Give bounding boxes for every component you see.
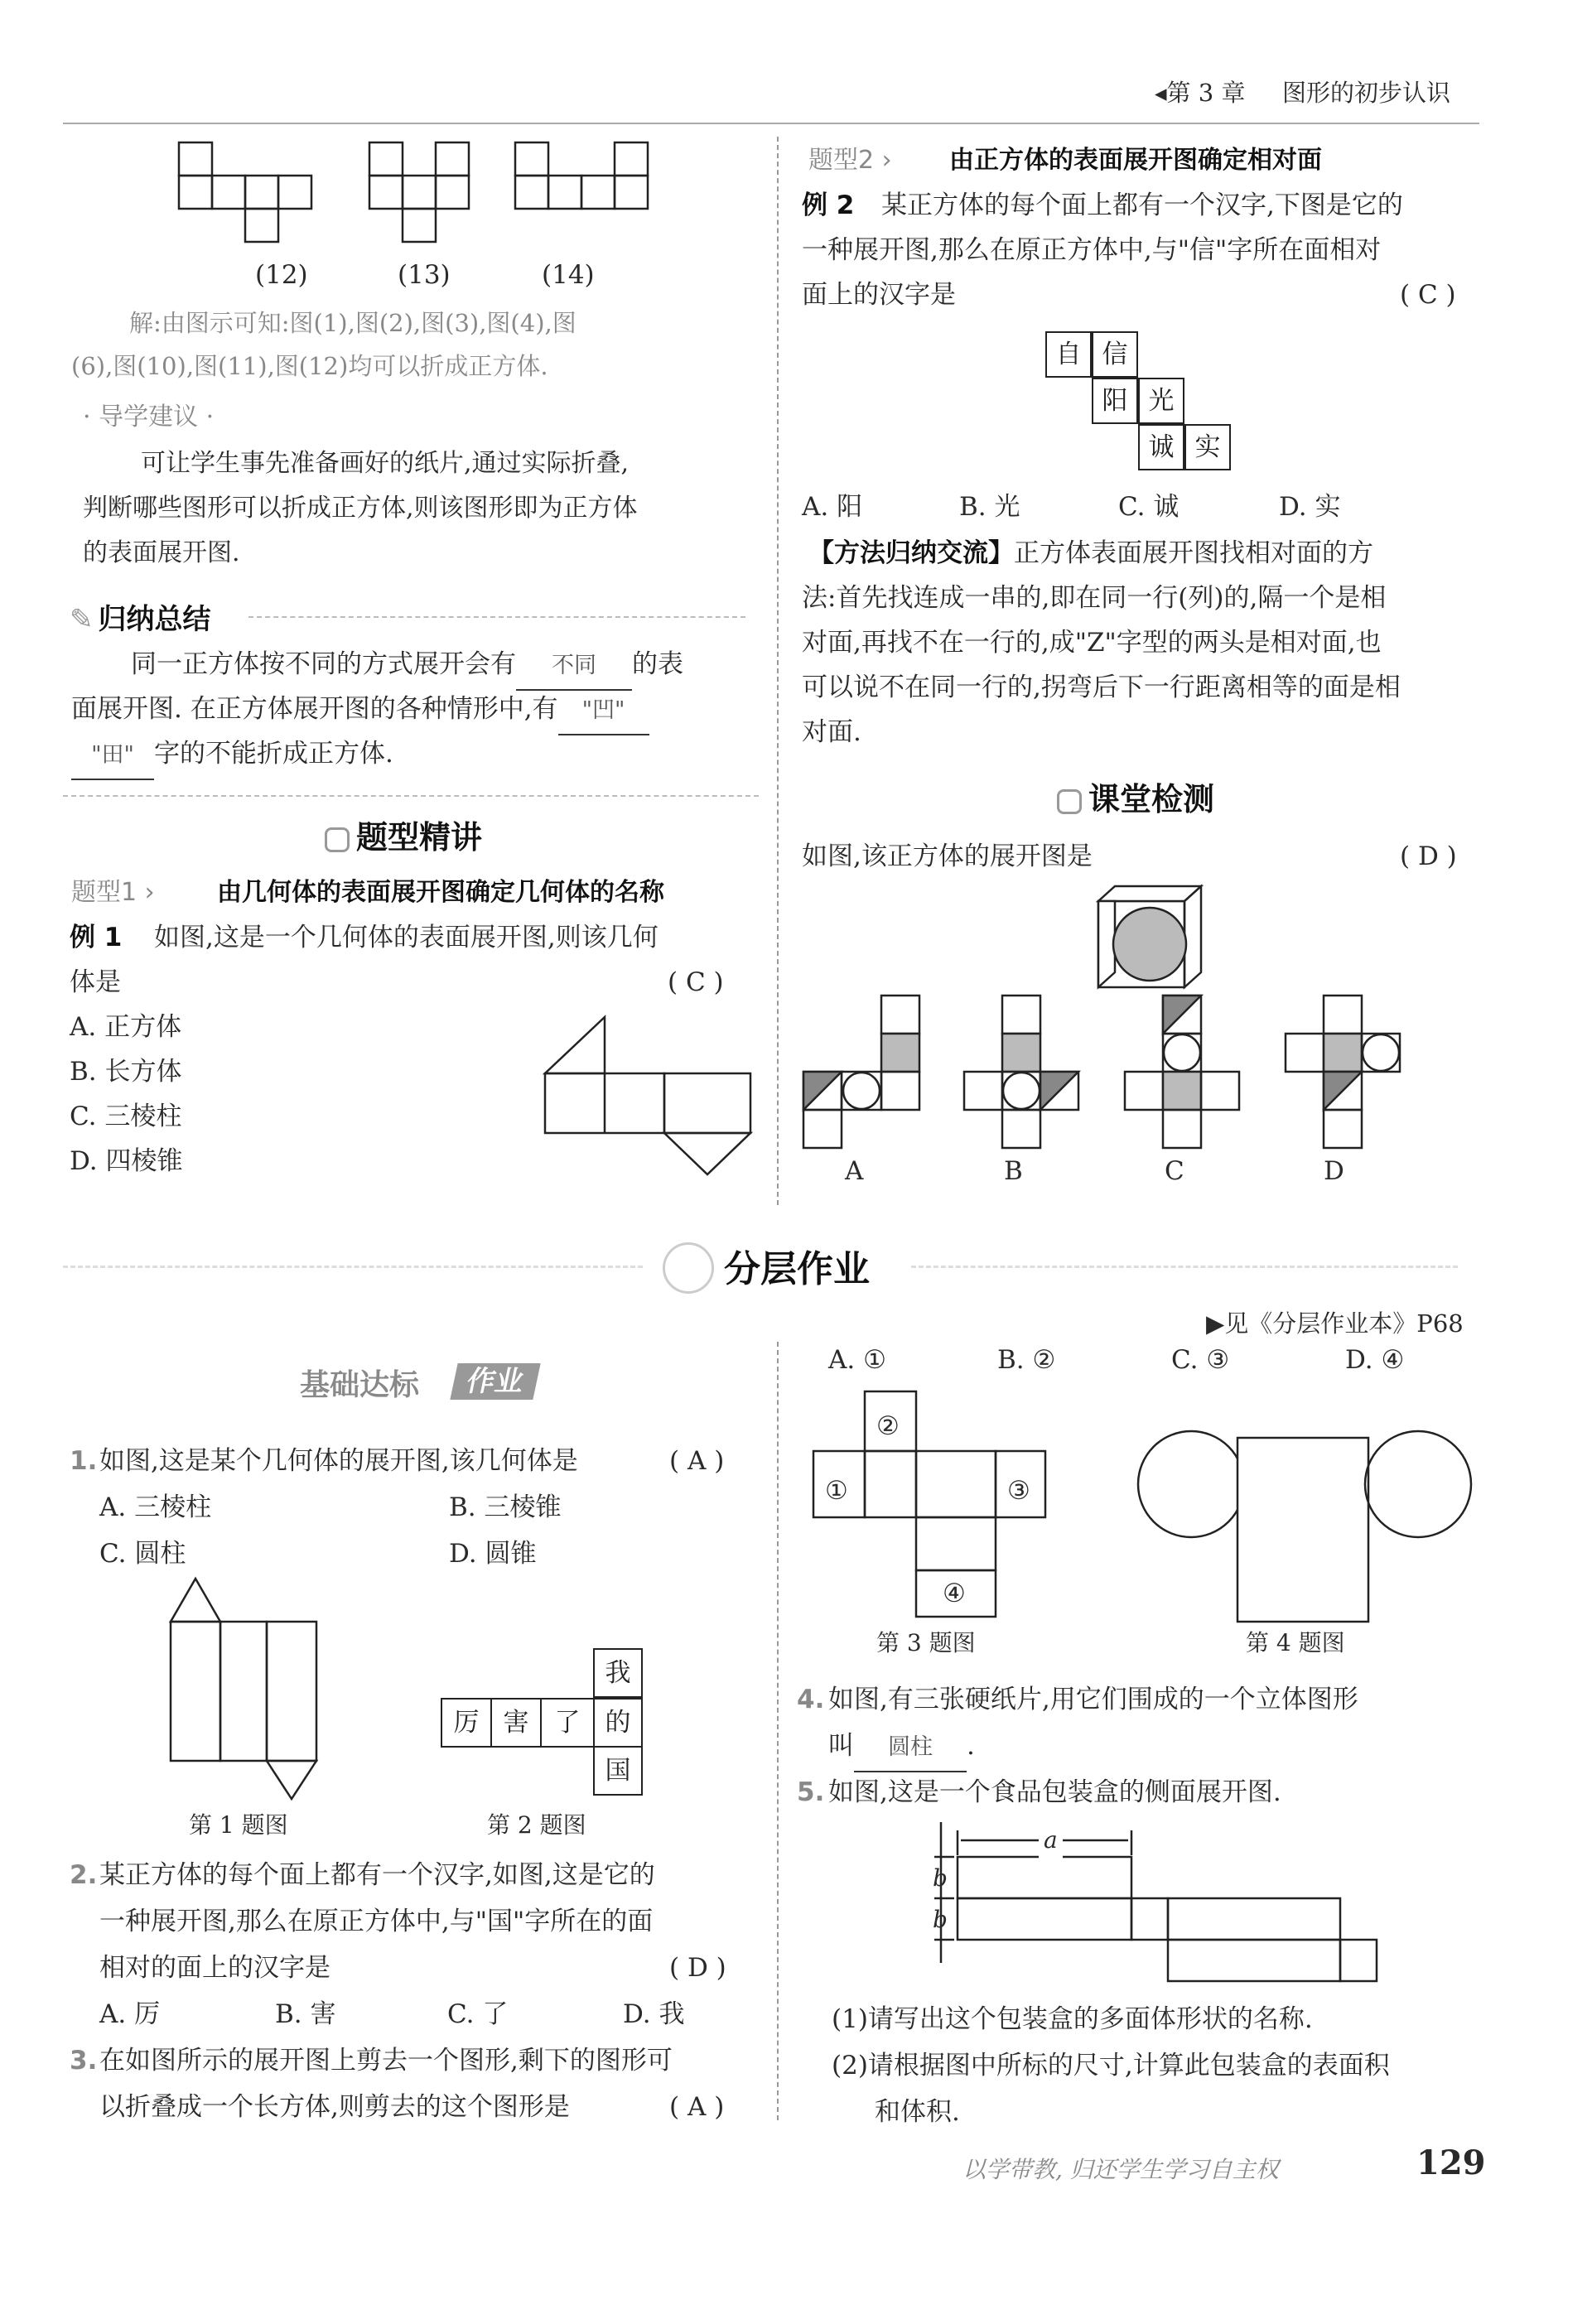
method-line-1: 【方法归纳交流】正方体表面展开图找相对面的方 <box>808 538 1373 568</box>
summary-blank-3: "田" <box>71 732 154 780</box>
dim-a-label: a <box>1039 1817 1063 1864</box>
net-cell-cheng: 诚 <box>1138 424 1184 470</box>
guide-line-3: 的表面展开图. <box>83 538 240 567</box>
q4-line-1: 如图,有三张硬纸片,用它们围成的一个立体图形 <box>828 1685 1358 1714</box>
example1-option-c: C. 三棱柱 <box>70 1102 182 1131</box>
example2-q1: 某正方体的每个面上都有一个汉字,下图是它的 <box>881 190 1403 220</box>
basic-tag: 作业 <box>450 1363 540 1400</box>
type2-title: 由正方体的表面展开图确定相对面 <box>949 146 1322 175</box>
section-class-check: 课堂检测 <box>1057 774 1214 819</box>
section-lecture: 题型精讲 <box>325 812 482 857</box>
q5-sub-3: 和体积. <box>875 2097 960 2127</box>
q2-cell-hai: 害 <box>490 1698 542 1748</box>
q4-answer-blank: 圆柱 <box>854 1724 967 1772</box>
example2-q3: 面上的汉字是 <box>802 280 956 310</box>
q4-fig-caption: 第 4 题图 <box>1246 1629 1345 1656</box>
summary-line-3: "田" 字的不能折成正方体. <box>71 730 393 780</box>
summary-blank-1: 不同 <box>516 643 632 691</box>
summary-title-text: 归纳总结 <box>98 603 211 636</box>
check-answer: ( D ) <box>1400 841 1457 871</box>
check-question: 如图,该正方体的展开图是 <box>802 841 1093 871</box>
dim-b-label-2: b <box>933 1906 948 1933</box>
method-title: 【方法归纳交流】 <box>808 538 1014 568</box>
fig-label-14: (14) <box>542 260 595 290</box>
q3-fig-caption: 第 3 题图 <box>876 1629 976 1656</box>
example2-option-c: C. 诚 <box>1118 492 1180 522</box>
example2-option-b: B. 光 <box>959 492 1020 522</box>
q3-option-d: D. ④ <box>1345 1345 1405 1375</box>
method-line-4: 可以说不在同一行的,拐弯后下一行距离相等的面是相 <box>802 673 1401 702</box>
method-line-3: 对面,再找不在一行的,成"Z"字型的两头是相对面,也 <box>802 628 1382 658</box>
chapter-title: 图形的初步认识 <box>1282 79 1451 107</box>
q2-fig-caption: 第 2 题图 <box>487 1811 586 1839</box>
q5-sub-2: (2)请根据图中所标的尺寸,计算此包装盒的表面积 <box>832 2051 1390 2081</box>
chapter-label: ◂第 3 章 <box>1155 79 1246 107</box>
type2-tag: 题型2 › <box>808 146 892 175</box>
net-cell-yang: 阳 <box>1092 378 1138 424</box>
page-number: 129 <box>1416 2143 1486 2182</box>
example1-option-a: A. 正方体 <box>70 1012 182 1042</box>
basic-title: 基础达标 <box>300 1368 420 1402</box>
q5-sub-1: (1)请写出这个包装盒的多面体形状的名称. <box>832 2004 1313 2034</box>
q2-cell-li: 厉 <box>441 1698 492 1748</box>
q1-option-a: A. 三棱柱 <box>99 1492 212 1522</box>
method-line-5: 对面. <box>802 717 861 747</box>
solution-line-1: 解:由图示可知:图(1),图(2),图(3),图(4),图 <box>129 309 576 337</box>
q2-option-c: C. 了 <box>447 1999 509 2029</box>
q1-text: 如图,这是某个几何体的展开图,该几何体是 <box>99 1446 578 1476</box>
example1-option-b: B. 长方体 <box>70 1057 182 1087</box>
example2-answer: ( C ) <box>1400 280 1456 310</box>
q2-line-1: 某正方体的每个面上都有一个汉字,如图,这是它的 <box>99 1860 655 1890</box>
footer-slogan: 以学带教, 归还学生学习自主权 <box>962 2156 1279 2183</box>
example2-q2: 一种展开图,那么在原正方体中,与"信"字所在面相对 <box>802 235 1382 265</box>
example1-label: 例 1 <box>70 923 123 952</box>
q1-option-c: C. 圆柱 <box>99 1539 186 1569</box>
net-cell-guang: 光 <box>1138 378 1184 424</box>
q2-option-d: D. 我 <box>623 1999 685 2029</box>
guide-title: · 导学建议 · <box>83 403 215 432</box>
example1-option-d: D. 四棱锥 <box>70 1146 183 1176</box>
example2-option-a: A. 阳 <box>802 492 863 522</box>
net-label-d: D <box>1324 1156 1344 1186</box>
guide-line-1: 可让学生事先准备画好的纸片,通过实际折叠, <box>141 449 630 478</box>
guide-line-2: 判断哪些图形可以折成正方体,则该图形即为正方体 <box>83 494 638 523</box>
q3-mark-2: ② <box>876 1411 900 1441</box>
example1-answer: ( C ) <box>668 967 724 997</box>
net-label-a: A <box>845 1156 864 1186</box>
q3-number: 3. <box>70 2046 98 2076</box>
example1-q2: 体是 <box>70 967 121 997</box>
method-line-2: 法:首先找连成一串的,即在同一行(列)的,隔一个是相 <box>802 583 1387 613</box>
fig-label-12: (12) <box>255 260 308 290</box>
net-cell-xin: 信 <box>1092 331 1138 378</box>
example2-option-d: D. 实 <box>1279 492 1341 522</box>
summary-line-1: 同一正方体按不同的方式展开会有 不同 的表 <box>131 641 683 691</box>
q2-cell-de: 的 <box>593 1698 643 1748</box>
net-label-c: C <box>1165 1156 1184 1186</box>
q3-answer: ( A ) <box>669 2092 725 2122</box>
q3-mark-4: ④ <box>943 1579 966 1608</box>
example1-q1: 如图,这是一个几何体的表面展开图,则该几何 <box>154 923 659 952</box>
q2-option-b: B. 害 <box>275 1999 336 2029</box>
q3-mark-1: ① <box>825 1476 848 1506</box>
q2-cell-le: 了 <box>540 1698 595 1748</box>
q1-option-d: D. 圆锥 <box>449 1539 537 1569</box>
dim-b-label-1: b <box>933 1864 948 1892</box>
solution-line-2: (6),图(10),图(11),图(12)均可以折成正方体. <box>71 352 548 380</box>
fig-label-13: (13) <box>398 260 451 290</box>
q2-option-a: A. 厉 <box>99 1999 161 2029</box>
homework-ref: ▶见《分层作业本》P68 <box>1206 1309 1464 1338</box>
net-label-b: B <box>1004 1156 1023 1186</box>
q2-line-3: 相对的面上的汉字是 <box>99 1953 330 1983</box>
q4-line-2: 叫 圆柱 . <box>828 1723 975 1772</box>
q1-answer: ( A ) <box>669 1446 725 1476</box>
summary-line-2: 面展开图. 在正方体展开图的各种情形中,有 "凹" <box>71 686 649 735</box>
q4-number: 4. <box>797 1685 825 1714</box>
q3-line-1: 在如图所示的展开图上剪去一个图形,剩下的图形可 <box>99 2046 673 2076</box>
q2-number: 2. <box>70 1860 98 1890</box>
net-cell-zi: 自 <box>1045 331 1092 378</box>
q2-cell-guo: 国 <box>593 1746 643 1796</box>
q2-answer: ( D ) <box>669 1953 726 1983</box>
q3-option-b: B. ② <box>997 1345 1056 1375</box>
q3-option-c: C. ③ <box>1171 1345 1230 1375</box>
q3-line-2: 以折叠成一个长方体,则剪去的这个图形是 <box>99 2092 570 2122</box>
q3-option-a: A. ① <box>828 1345 886 1375</box>
q2-cell-wo: 我 <box>593 1648 643 1698</box>
type1-tag: 题型1 › <box>71 878 155 907</box>
q1-option-b: B. 三棱锥 <box>449 1492 562 1522</box>
homework-title: 分层作业 <box>724 1248 870 1290</box>
summary-blank-2: "凹" <box>558 687 649 735</box>
q1-fig-caption: 第 1 题图 <box>189 1811 288 1839</box>
net-cell-shi: 实 <box>1184 424 1231 470</box>
example2-label: 例 2 <box>802 190 855 220</box>
q2-line-2: 一种展开图,那么在原正方体中,与"国"字所在的面 <box>99 1907 654 1936</box>
q5-number: 5. <box>797 1777 825 1807</box>
q5-text: 如图,这是一个食品包装盒的侧面展开图. <box>828 1777 1281 1807</box>
type1-title: 由几何体的表面展开图确定几何体的名称 <box>217 878 664 907</box>
q1-number: 1. <box>70 1446 98 1476</box>
q3-mark-3: ③ <box>1007 1476 1030 1506</box>
pencil-icon: ✎ <box>70 603 94 636</box>
